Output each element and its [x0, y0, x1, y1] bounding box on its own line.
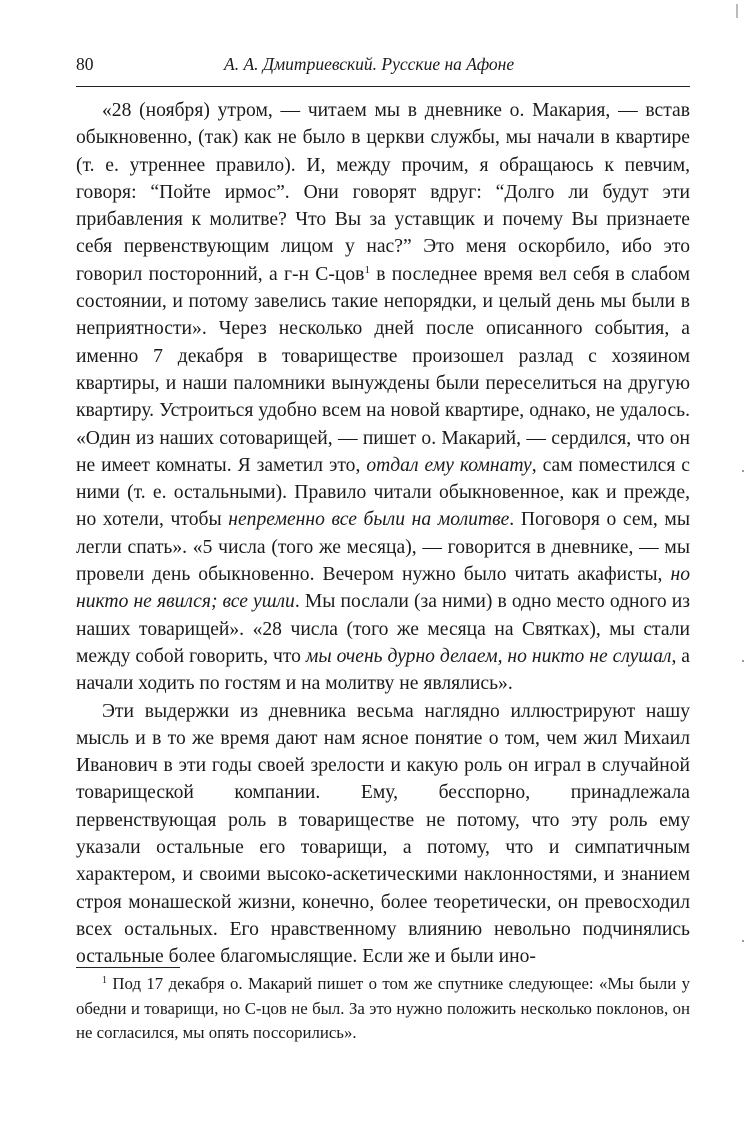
header-rule: [76, 86, 690, 87]
paragraph-1: [76, 97, 690, 698]
main-text: [76, 97, 690, 971]
footnote-reference[interactable]: 1: [364, 263, 370, 276]
italic-emphasis: мы очень дурно делаем, но никто не слушал: [305, 645, 672, 667]
text-run: в последнее время вел себя в слабом состоянии, и потому завелись такие непорядки, и целый день мы были в неприятности». Через несколько дней после описанного события, а именно 7 декабря в товариществе произошел разлад с хозяином квартиры, и наши паломники вынуждены были переселиться на другую квартиру. Устроиться удобно всем на новой квартире, однако, не удалось. «Один из наших сотоварищей, — пишет о. Макарий, — сердился, что он не имеет комнаты. Я заметил это,: [76, 263, 690, 476]
scan-speck: [742, 470, 744, 472]
scan-speck: [742, 660, 744, 662]
footnote-marker: 1: [102, 975, 107, 986]
footnote-rule: [76, 967, 180, 968]
text-run: , а начали ходить по гостям и на молитву не являлись».: [76, 645, 690, 695]
italic-emphasis: непременно все были на молитве: [228, 509, 510, 531]
text-run: , сам поместился с ними (т. е. остальными). Правило читали обыкновенное, как и прежде, но хотели, чтобы: [76, 454, 690, 531]
text-run: «28 (ноября) утром, — читаем мы в дневнике о. Макария, — встав обыкновенно, (так) как не было в церкви службы, мы начали в квартире (т. е. утреннее правило). И, между прочим, я обращаюсь к певчим, говоря: “Пойте ирмос”. Они говорят вдруг: “Долго ли будут эти прибавления к молитве? Что Вы за уставщик и почему Вы признаете себя первенствующим лицом у нас?” Это меня оскорбило, ибо это говорил посторонний, а г-н С-цов: [76, 100, 690, 285]
running-title: А. А. Дмитриевский. Русские на Афоне: [224, 54, 515, 74]
italic-emphasis: отдал ему комнату: [366, 454, 532, 476]
page-number: 80: [76, 54, 94, 74]
scan-margin-mark: [736, 4, 738, 18]
footnote: [76, 972, 690, 1046]
scan-speck: [742, 940, 744, 942]
paragraph-2: Эти выдержки из дневника весьма наглядно иллюстрируют нашу мысль и в то же время дают нам ясное понятие о том, чем жил Михаил Иванович в эти годы своей зрелости и какую роль он играл в случайной товарищеской компании. Ему, бесспорно, принадлежала первенствующая роль в товариществе не потому, что эту роль ему указали остальные его товарищи, а потому, что и симпатичным характером, и своими высоко-аскетическими наклонностями, и знанием строя монашеской жизни, конечно, более теоретически, он превосходил всех остальных. Его нравственному влиянию невольно подчинялись остальные более благомыслящие. Если же и были ино-: [76, 700, 690, 968]
text-run: . Поговоря о сем, мы легли спать». «5 числа (того же месяца), — говорится в дневнике, — мы провели день обыкновенно. Вечером нужно было читать акафисты,: [76, 509, 690, 586]
text-run: . Мы послали (за ними) в одно место одного из наших товарищей». «28 числа (того же месяца на Святках), мы стали между собой говорить, что: [76, 591, 690, 667]
footnote-text: Под 17 декабря о. Макарий пишет о том же спутнике следующее: «Мы были у обедни и товарищи, но С-цов не был. За это нужно положить несколько поклонов, он не согласился, мы опять поссорились».: [76, 974, 690, 1042]
italic-emphasis: но никто не явился; все ушли: [76, 564, 690, 613]
